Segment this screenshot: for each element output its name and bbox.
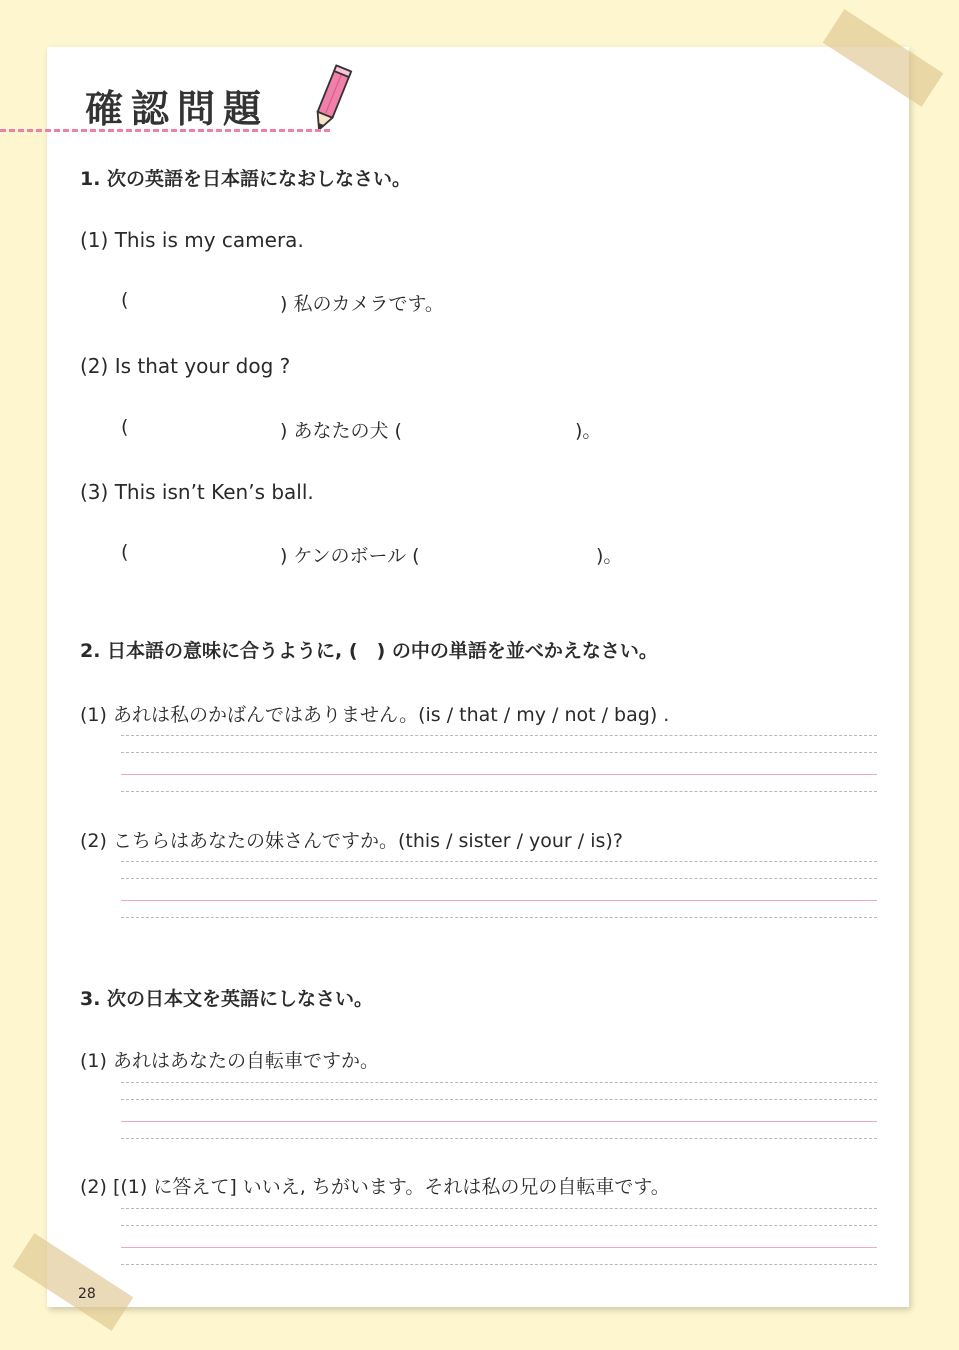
s2-q2-prompt: (2) こちらはあなたの妹さんですか。(this / sister / your / is)? — [80, 830, 623, 852]
s1-q3-answer-mid: ) ケンのボール ( — [280, 545, 420, 567]
s1-q2-prompt: (2) Is that your dog ? — [80, 354, 291, 378]
s1-q3-answer-open: ( — [121, 541, 129, 563]
section3-heading: 3. 次の日本文を英語にしなさい。 — [80, 988, 374, 1010]
page-title: 確認問題 — [85, 87, 270, 131]
s1-q2-answer-mid: ) あなたの犬 ( — [280, 420, 402, 442]
s1-q2-answer-open: ( — [121, 416, 129, 438]
s1-q2-answer-close: )。 — [575, 420, 602, 442]
s1-q3-answer-close: )。 — [596, 545, 623, 567]
s3-q1-prompt: (1) あれはあなたの自転車ですか。 — [80, 1050, 379, 1072]
s3-q2-prompt: (2) [(1) に答えて] いいえ, ちがいます。それは私の兄の自転車です。 — [80, 1176, 670, 1198]
title-underline — [0, 129, 330, 132]
section1-heading: 1. 次の英語を日本語になおしなさい。 — [80, 168, 412, 190]
s2-q1-prompt: (1) あれは私のかばんではありません。(is / that / my / not / bag) . — [80, 704, 670, 726]
page-number: 28 — [78, 1286, 96, 1302]
s1-q3-prompt: (3) This isn’t Ken’s ball. — [80, 480, 314, 504]
s1-q1-answer-open: ( — [121, 289, 129, 311]
section2-heading: 2. 日本語の意味に合うように, ( ) の中の単語を並べかえなさい。 — [80, 640, 658, 662]
s1-q1-answer-close: ) 私のカメラです。 — [280, 293, 444, 315]
pencil-icon — [306, 64, 356, 136]
s1-q1-prompt: (1) This is my camera. — [80, 228, 304, 252]
